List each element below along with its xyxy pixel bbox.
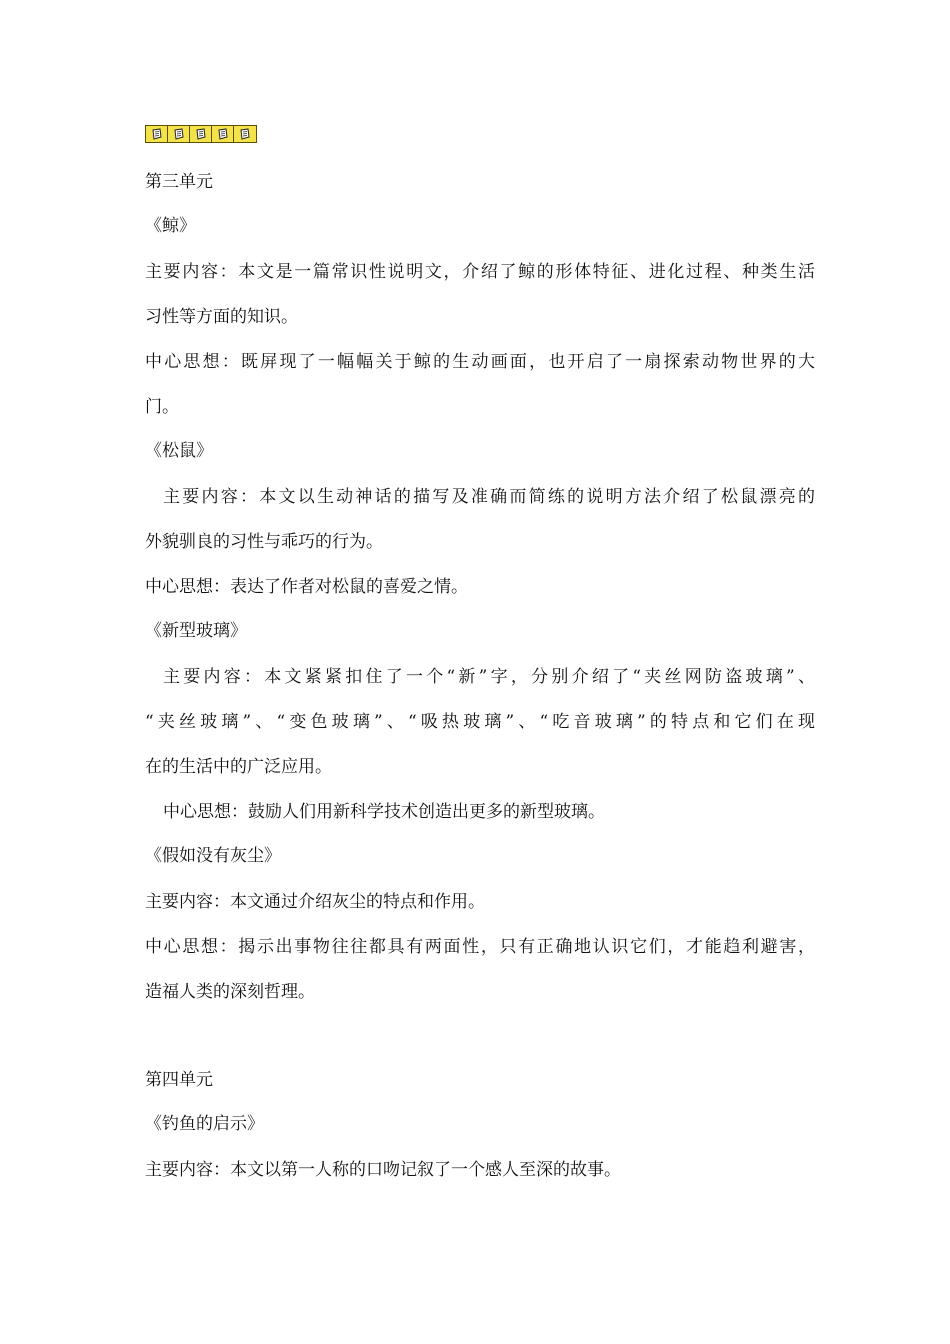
- scroll-icon: [168, 126, 190, 142]
- glass-content-line-1: 主要内容：本文紧紧扣住了一个“新”字，分别介绍了“夹丝网防盗玻璃”、: [163, 667, 815, 687]
- dust-title: 《假如没有灰尘》: [145, 846, 281, 866]
- squirrel-content-line-1: 主要内容：本文以生动神话的描写及准确而简练的说明方法介绍了松鼠漂亮的: [163, 487, 815, 507]
- scroll-icon: [234, 126, 256, 142]
- dust-idea-line-1: 中心思想：揭示出事物往往都具有两面性，只有正确地认识它们，才能趋利避害，: [145, 937, 815, 957]
- glass-content-line-3: 在的生活中的广泛应用。: [145, 757, 332, 777]
- whale-content-line-2: 习性等方面的知识。: [145, 307, 298, 327]
- glass-title: 《新型玻璃》: [145, 621, 247, 641]
- squirrel-title: 《松鼠》: [145, 441, 213, 461]
- whale-idea-line-2: 门。: [145, 397, 179, 417]
- whale-content-line-1: 主要内容：本文是一篇常识性说明文，介绍了鲸的形体特征、进化过程、种类生活: [145, 262, 815, 282]
- scroll-icon: [190, 126, 212, 142]
- whale-title: 《鲸》: [145, 216, 196, 236]
- whale-idea-line-1: 中心思想：既屏现了一幅幅关于鲸的生动画面，也开启了一扇探索动物世界的大: [145, 352, 815, 372]
- squirrel-idea: 中心思想：表达了作者对松鼠的喜爱之情。: [145, 577, 468, 597]
- dust-idea-line-2: 造福人类的深刻哲理。: [145, 982, 315, 1002]
- fishing-title: 《钓鱼的启示》: [145, 1114, 264, 1134]
- fishing-content: 主要内容：本文以第一人称的口吻记叙了一个感人至深的故事。: [145, 1160, 621, 1180]
- squirrel-content-line-2: 外貌驯良的习性与乖巧的行为。: [145, 532, 383, 552]
- dust-content: 主要内容：本文通过介绍灰尘的特点和作用。: [145, 892, 485, 912]
- unit4-heading: 第四单元: [145, 1070, 213, 1090]
- glass-idea: 中心思想：鼓励人们用新科学技术创造出更多的新型玻璃。: [163, 802, 605, 822]
- scroll-icon: [146, 126, 168, 142]
- decorative-icon-strip: [145, 125, 257, 143]
- scroll-icon: [212, 126, 234, 142]
- glass-content-line-2: “夹丝玻璃”、“变色玻璃”、“吸热玻璃”、“吃音玻璃”的特点和它们在现: [145, 712, 815, 732]
- unit3-heading: 第三单元: [145, 172, 213, 192]
